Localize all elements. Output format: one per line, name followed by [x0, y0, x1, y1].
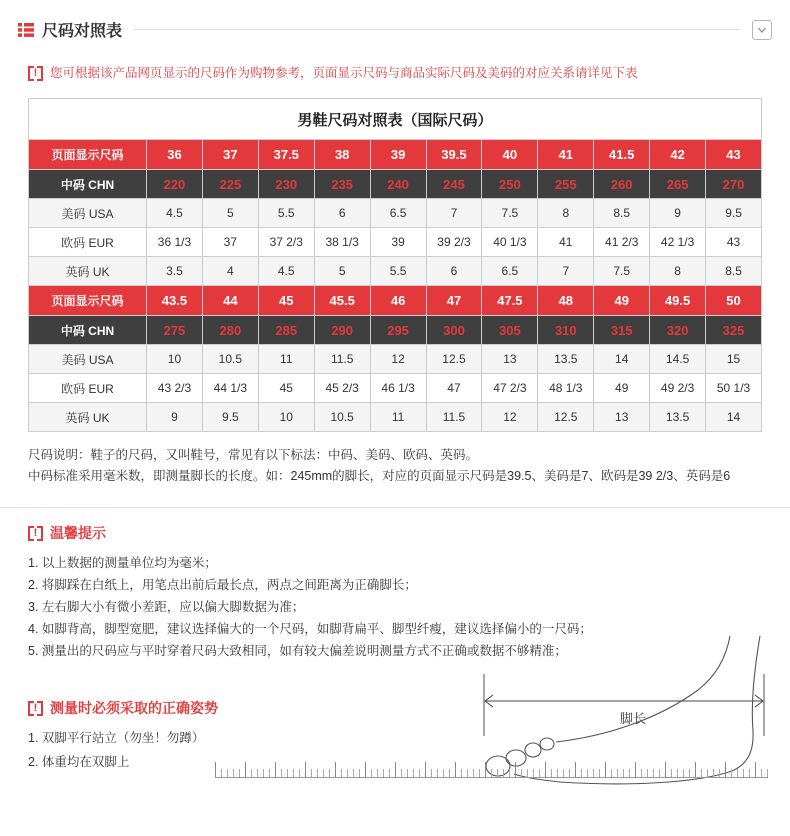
size-cell: 12.5: [426, 345, 482, 374]
size-cell: 275: [147, 316, 203, 345]
size-cell: 4.5: [147, 199, 203, 228]
tip-item: 3. 左右脚大小有微小差距，应以偏大脚数据为准；: [28, 600, 305, 614]
size-cell: 41: [538, 228, 594, 257]
notice-text: 您可根据该产品网页显示的尺码作为购物参考，页面显示尺码与商品实际尺码及美码的对应关系请详见下表: [50, 66, 638, 80]
size-cell: 48 1/3: [538, 374, 594, 403]
tip-item: 2. 将脚踩在白纸上，用笔点出前后最长点，两点之间距离为正确脚长；: [28, 578, 417, 592]
size-cell: 12: [370, 345, 426, 374]
note-line: 中码标准采用毫米数，即测量脚长的长度。如：245mm的脚长，对应的页面显示尺码是39.5、美码是7、欧码是39 2/3、英码是6: [28, 469, 731, 483]
row-label: 英码 UK: [29, 403, 147, 432]
size-cell: 45.5: [314, 286, 370, 316]
size-cell: 45: [258, 286, 314, 316]
size-cell: 37: [202, 140, 258, 170]
size-cell: 39.5: [426, 140, 482, 170]
size-cell: 49.5: [650, 286, 706, 316]
size-cell: 4: [202, 257, 258, 286]
size-cell: 225: [202, 170, 258, 199]
posture-item: 2. 体重均在双脚上: [28, 755, 130, 769]
header-divider-line: [134, 29, 740, 30]
table-row: [29, 403, 762, 432]
table-title-row: [29, 99, 762, 140]
size-cell: 5: [202, 199, 258, 228]
size-cell: 49 2/3: [650, 374, 706, 403]
size-cell: 8: [538, 199, 594, 228]
size-cell: 36: [147, 140, 203, 170]
row-label: 页面显示尺码: [29, 140, 147, 170]
size-cell: 48: [538, 286, 594, 316]
warning-icon: !: [28, 66, 43, 81]
size-cell: 13.5: [650, 403, 706, 432]
table-row: [29, 228, 762, 257]
size-cell: 43: [706, 140, 762, 170]
size-cell: 11: [370, 403, 426, 432]
row-label: 美码 USA: [29, 199, 147, 228]
ruler-icon: [215, 760, 768, 778]
table-row: [29, 257, 762, 286]
size-table: [28, 98, 762, 432]
row-label: 英码 UK: [29, 257, 147, 286]
posture-title: 测量时必须采取的正确姿势: [50, 700, 218, 716]
size-cell: 39: [370, 228, 426, 257]
size-cell: 285: [258, 316, 314, 345]
size-table-wrap: [28, 98, 762, 432]
size-cell: 7: [426, 199, 482, 228]
table-row: [29, 199, 762, 228]
size-cell: 5.5: [370, 257, 426, 286]
row-label: 中码 CHN: [29, 170, 147, 199]
table-row: [29, 170, 762, 199]
size-cell: 39: [370, 140, 426, 170]
size-cell: 38 1/3: [314, 228, 370, 257]
size-cell: 320: [650, 316, 706, 345]
size-cell: 45 2/3: [314, 374, 370, 403]
size-cell: 38: [314, 140, 370, 170]
row-label: 中码 CHN: [29, 316, 147, 345]
size-cell: 46: [370, 286, 426, 316]
size-cell: 36 1/3: [147, 228, 203, 257]
size-cell: 47: [426, 286, 482, 316]
size-cell: 44: [202, 286, 258, 316]
table-row: [29, 374, 762, 403]
size-cell: 7.5: [594, 257, 650, 286]
size-cell: 3.5: [147, 257, 203, 286]
warning-icon: !: [28, 701, 43, 716]
size-cell: 9: [147, 403, 203, 432]
note-line: 尺码说明：鞋子的尺码，又叫鞋号，常见有以下标法：中码、美码、欧码、英码。: [28, 448, 479, 462]
size-cell: 11.5: [426, 403, 482, 432]
size-cell: 41: [538, 140, 594, 170]
size-cell: 11: [258, 345, 314, 374]
size-cell: 310: [538, 316, 594, 345]
size-cell: 37.5: [258, 140, 314, 170]
size-cell: 8.5: [706, 257, 762, 286]
size-cell: 290: [314, 316, 370, 345]
size-cell: 10.5: [314, 403, 370, 432]
warning-icon: !: [28, 526, 43, 541]
size-cell: 13: [594, 403, 650, 432]
size-cell: 270: [706, 170, 762, 199]
size-cell: 6: [314, 199, 370, 228]
size-cell: 49: [594, 286, 650, 316]
size-cell: 42 1/3: [650, 228, 706, 257]
row-label: 美码 USA: [29, 345, 147, 374]
size-cell: 6.5: [482, 257, 538, 286]
size-cell: 10: [147, 345, 203, 374]
foot-length-label: 脚长: [620, 711, 647, 726]
size-cell: 13.5: [538, 345, 594, 374]
size-cell: 315: [594, 316, 650, 345]
size-cell: 9: [650, 199, 706, 228]
size-cell: 37 2/3: [258, 228, 314, 257]
size-cell: 230: [258, 170, 314, 199]
tip-item: 4. 如脚背高，脚型宽肥，建议选择偏大的一个尺码，如脚背扁平、脚型纤瘦，建议选择偏小的一尺码；: [28, 622, 592, 636]
tips-title-row: [28, 523, 762, 543]
size-cell: 6.5: [370, 199, 426, 228]
size-cell: 41.5: [594, 140, 650, 170]
size-cell: 325: [706, 316, 762, 345]
size-cell: 13: [482, 345, 538, 374]
posture-item: 1. 双脚平行站立（勿坐！勿蹲）: [28, 731, 205, 745]
size-cell: 10: [258, 403, 314, 432]
size-cell: 4.5: [258, 257, 314, 286]
size-cell: 50 1/3: [706, 374, 762, 403]
size-cell: 255: [538, 170, 594, 199]
size-cell: 50: [706, 286, 762, 316]
size-cell: 12: [482, 403, 538, 432]
tips-title: 温馨提示: [50, 525, 106, 541]
size-cell: 9.5: [202, 403, 258, 432]
size-cell: 250: [482, 170, 538, 199]
size-cell: 8.5: [594, 199, 650, 228]
size-cell: 305: [482, 316, 538, 345]
size-cell: 9.5: [706, 199, 762, 228]
size-cell: 47.5: [482, 286, 538, 316]
size-cell: 6: [426, 257, 482, 286]
list-icon: [18, 22, 34, 38]
size-cell: 5: [314, 257, 370, 286]
size-cell: 7: [538, 257, 594, 286]
size-cell: 265: [650, 170, 706, 199]
size-notes: [28, 445, 762, 487]
size-cell: 49: [594, 374, 650, 403]
size-cell: 12.5: [538, 403, 594, 432]
section-header: [0, 0, 790, 51]
size-cell: 40 1/3: [482, 228, 538, 257]
size-cell: 5.5: [258, 199, 314, 228]
row-label: 欧码 EUR: [29, 228, 147, 257]
size-cell: 7.5: [482, 199, 538, 228]
size-cell: 37: [202, 228, 258, 257]
size-cell: 11.5: [314, 345, 370, 374]
size-cell: 41 2/3: [594, 228, 650, 257]
tips-section: [0, 508, 790, 812]
size-cell: 14.5: [650, 345, 706, 374]
size-cell: 47: [426, 374, 482, 403]
size-cell: 43: [706, 228, 762, 257]
size-cell: 280: [202, 316, 258, 345]
table-row: [29, 286, 762, 316]
size-cell: 295: [370, 316, 426, 345]
table-title: 男鞋尺码对照表（国际尺码）: [29, 99, 762, 140]
size-cell: 46 1/3: [370, 374, 426, 403]
tip-item: 1. 以上数据的测量单位均为毫米；: [28, 556, 217, 570]
table-row: [29, 140, 762, 170]
tip-item: 5. 测量出的尺码应与平时穿着尺码大致相同，如有较大偏差说明测量方式不正确或数据不够精准；: [28, 644, 567, 658]
size-cell: 8: [650, 257, 706, 286]
size-cell: 45: [258, 374, 314, 403]
size-cell: 44 1/3: [202, 374, 258, 403]
chevron-down-icon: [756, 24, 768, 36]
row-label: 欧码 EUR: [29, 374, 147, 403]
size-cell: 300: [426, 316, 482, 345]
size-cell: 47 2/3: [482, 374, 538, 403]
table-row: [29, 345, 762, 374]
size-cell: 40: [482, 140, 538, 170]
size-cell: 15: [706, 345, 762, 374]
size-cell: 10.5: [202, 345, 258, 374]
size-cell: 39 2/3: [426, 228, 482, 257]
row-label: 页面显示尺码: [29, 286, 147, 316]
size-cell: 245: [426, 170, 482, 199]
size-table-body: [29, 99, 762, 432]
size-cell: 240: [370, 170, 426, 199]
size-cell: 43 2/3: [147, 374, 203, 403]
collapse-toggle[interactable]: [752, 20, 772, 40]
size-cell: 43.5: [147, 286, 203, 316]
size-cell: 220: [147, 170, 203, 199]
purchase-notice: [28, 65, 762, 82]
size-cell: 14: [594, 345, 650, 374]
page-title: 尺码对照表: [42, 23, 123, 40]
size-cell: 42: [650, 140, 706, 170]
size-cell: 235: [314, 170, 370, 199]
table-row: [29, 316, 762, 345]
size-cell: 14: [706, 403, 762, 432]
size-cell: 260: [594, 170, 650, 199]
